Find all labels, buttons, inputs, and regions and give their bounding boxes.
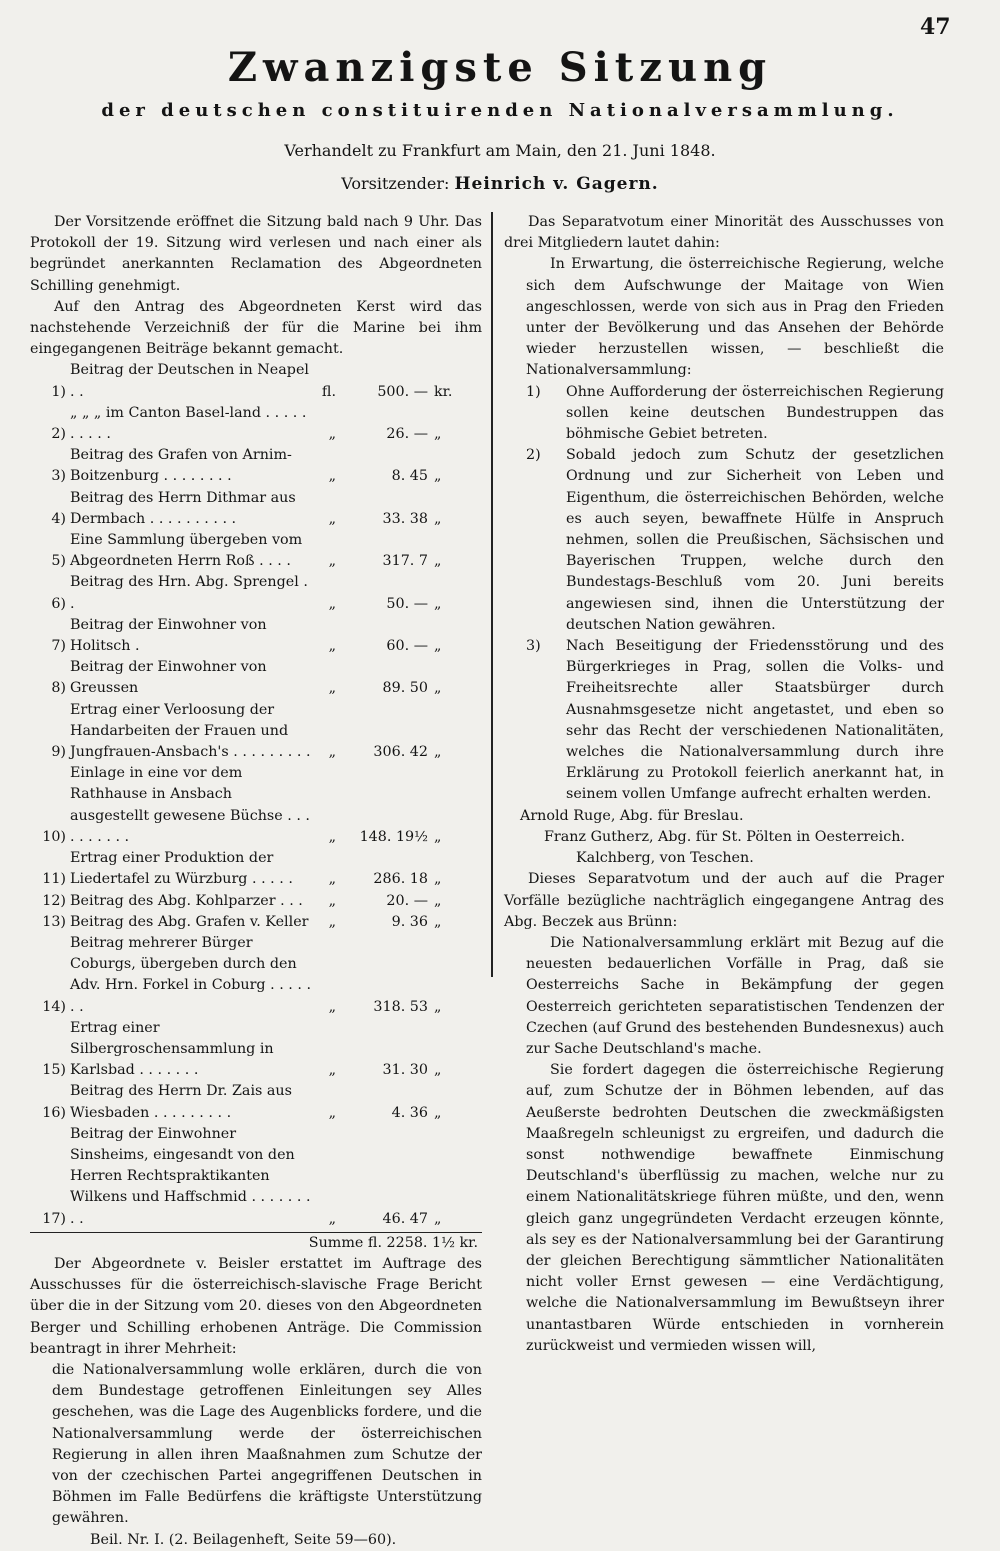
list-item [30, 530, 482, 572]
item-description: Beitrag mehrerer Bürger Coburgs, übergeben durch den Adv. Hrn. Forkel in Coburg . . . . . . . [70, 934, 312, 1015]
item-description: Beitrag des Abg. Kohlparzer . . . [70, 892, 303, 909]
item-number: 2) [51, 426, 66, 443]
item-unit: „ [328, 553, 336, 570]
item-amount: 60. — [386, 638, 428, 655]
right-column [504, 212, 944, 1357]
intro-paragraph: Der Vorsitzende eröffnet die Sitzung bald nach 9 Uhr. Das Protokoll der 19. Sitzung wird verlesen und nach einer als begründet anerkannten Reclamation des Abgeordneten Schilling genehmigt. [30, 214, 482, 294]
dateline: Verhandelt zu Frankfurt am Main, den 21. Juni 1848. [284, 141, 716, 160]
item-number: 4) [51, 510, 66, 527]
item-unit: „ [328, 913, 336, 930]
page-subtitle: der deutschen constituirenden Nationalversammlung. [101, 100, 899, 121]
list-item [30, 912, 482, 933]
item-currency: „ [434, 680, 442, 697]
item-currency: „ [434, 1104, 442, 1121]
contributions-intro: Auf den Antrag des Abgeordneten Kerst wird das nachstehende Verzeichniß der für die Marine bei ihm eingegangenen Beiträge bekannt gemacht. [30, 298, 482, 358]
item-number: 17) [42, 1210, 66, 1227]
item-currency: „ [434, 871, 442, 888]
item-amount: 89. 50 [382, 680, 428, 697]
minority-vote-text: In Erwartung, die österreichische Regierung, welche sich dem Aufschwunge der Maitage von Wien angeschlossen, werde von sich aus in Prag den Frieden unter der Bevölkerung und das Ansehen der Behörde wieder herzustellen wissen, — beschließt die Nationalversammlung: [526, 256, 944, 379]
item-currency: „ [434, 1210, 442, 1227]
second-motion-intro: Dieses Separatvotum und der auch auf die Prager Vorfälle bezügliche nachträglich eingegangene Antrag des Abg. Beczek aus Brünn: [504, 871, 944, 930]
item-description: Beitrag der Einwohner von Holitsch . [70, 616, 267, 655]
item-number: 9) [51, 744, 66, 761]
item-amount: 318. 53 [373, 998, 428, 1015]
declaration-text: Die Nationalversammlung erklärt mit Bezug auf die neuesten bedauerlichen Vorfälle in Prag, daß sie Oesterreichs Sache in Bekämpfung der gegen Oesterreich gerichteten separatistischen Tendenzen der Czechen (auf Grund des bestehenden Bundesnexus) auch zur Sache Deutschland's mache. [526, 934, 944, 1057]
item-currency: „ [434, 1062, 442, 1079]
item-description: Einlage in eine vor dem Rathhause in Ansbach ausgestellt gewesene Büchse . . . . . . . . . . [70, 765, 310, 845]
report-paragraph: Der Abgeordnete v. Beisler erstattet im Auftrage des Ausschusses für die österreichisch-slavische Frage Bericht über die in der Sitzung vom 20. dieses von den Abgeordneten Berger und Schilling erhobenen Anträge. Die Commission beantragt in ihrer Mehrheit: [30, 1255, 482, 1357]
item-number: 5) [51, 553, 66, 570]
item-number: 15) [42, 1062, 66, 1079]
list-item [30, 572, 482, 614]
item-amount: 26. — [386, 426, 428, 443]
item-number: 12) [42, 892, 66, 909]
item-currency: „ [434, 595, 442, 612]
chair-name: Heinrich v. Gagern. [454, 174, 659, 194]
chair-label: Vorsitzender: [341, 174, 450, 193]
list-item [30, 700, 482, 764]
item-amount: 317. 7 [382, 553, 428, 570]
item-currency: „ [434, 892, 442, 909]
item-description: Ertrag einer Verloosung der Handarbeiten der Frauen und Jungfrauen-Ansbach's . . . . . . . . . [70, 701, 311, 761]
item-currency: „ [434, 638, 442, 655]
item-number: 3) [51, 468, 66, 485]
column-divider [491, 212, 493, 977]
item-description: Beitrag des Herrn Dithmar aus Dermbach . . . . . . . . . . [70, 489, 296, 527]
item-number: 11) [42, 871, 66, 888]
item-number: 10) [42, 828, 66, 845]
list-item [526, 382, 944, 446]
list-item [30, 403, 482, 445]
list-item [30, 848, 482, 890]
item-description: Beitrag der Deutschen in Neapel . . [70, 362, 309, 400]
item-currency: „ [434, 828, 442, 845]
item-amount: 9. 36 [391, 913, 428, 930]
point-number: 3) [526, 638, 541, 655]
list-item [30, 360, 482, 402]
item-unit: „ [328, 1210, 336, 1227]
list-item [30, 763, 482, 848]
list-item [30, 891, 482, 912]
item-amount: 306. 42 [373, 744, 428, 761]
signature-kalchberg: Kalchberg, von Teschen. [576, 850, 754, 867]
item-amount: 148. 19½ [359, 828, 428, 845]
chair-line [0, 174, 1000, 194]
list-item [30, 1018, 482, 1082]
list-item [30, 615, 482, 657]
item-currency: „ [434, 468, 442, 485]
point-text: Sobald jedoch zum Schutz der gesetzlichen Ordnung und zur Sicherheit von Leben und Eigenthum, die österreichischen Behörden, welche es auch seyen, bewaffnete Hülfe in Anspruch nehmen, sollen die Preußischen, Sächsischen und Bayerischen Truppen, welche durch den Bundestags-Beschluß vom 20. Juni bereits angewiesen sind, ihnen die Unterstützung der deutschen Nation gewähren. [566, 447, 944, 633]
page-number: 47 [920, 14, 951, 40]
list-item [30, 488, 482, 530]
minority-vote-intro: Das Separatvotum einer Minorität des Ausschusses von drei Mitgliedern lautet dahin: [504, 214, 944, 252]
item-amount: 500. — [377, 383, 428, 400]
contribution-list [30, 360, 482, 1229]
item-currency: „ [434, 913, 442, 930]
item-unit: „ [328, 638, 336, 655]
item-description: Beitrag des Herrn Dr. Zais aus Wiesbaden . . . . . . . . . [70, 1083, 292, 1121]
list-item [30, 933, 482, 1018]
item-amount: 20. — [386, 892, 428, 909]
list-item [30, 1124, 482, 1230]
commission-motion: die Nationalversammlung wolle erklären, durch die von dem Bundestage getroffenen Einleitungen sey Alles geschehen, was die Lage des Augenblicks fordere, und die Nationalversammlung werde der österreichischen Regierung in allen ihren Maaßnahmen zum Schutze der von der czechischen Partei angegriffenen Deutschen in Böhmen im Falle Bedürfens die kräftigste Unterstützung gewähren. [52, 1361, 482, 1527]
item-number: 1) [51, 383, 66, 400]
item-number: 13) [42, 913, 66, 930]
item-description: Ertrag einer Produktion der Liedertafel zu Würzburg . . . . . [70, 850, 293, 888]
item-unit: „ [328, 595, 336, 612]
list-item [30, 657, 482, 699]
item-amount: 46. 47 [382, 1210, 428, 1227]
item-number: 7) [51, 638, 66, 655]
item-unit: „ [328, 1062, 336, 1079]
point-text: Ohne Aufforderung der österreichischen Regierung sollen keine deutschen Bundestruppen das böhmische Gebiet betreten. [566, 383, 944, 443]
item-currency: kr. [434, 383, 453, 400]
item-description: Beitrag des Hrn. Abg. Sprengel . . [70, 574, 308, 612]
supplement-reference: Beil. Nr. I. (2. Beilagenheft, Seite 59—60). [90, 1531, 397, 1548]
point-number: 1) [526, 383, 541, 400]
item-amount: 31. 30 [382, 1062, 428, 1079]
item-currency: „ [434, 998, 442, 1015]
item-unit: „ [328, 892, 336, 909]
item-unit: „ [328, 744, 336, 761]
item-description: Beitrag des Grafen von Arnim-Boitzenburg . . . . . . . . [70, 447, 292, 485]
list-item [30, 1081, 482, 1123]
item-number: 8) [51, 680, 66, 697]
item-unit: „ [328, 1104, 336, 1121]
item-currency: „ [434, 744, 442, 761]
item-amount: 50. — [386, 595, 428, 612]
page-title: Zwanzigste Sitzung [227, 44, 773, 91]
signature-gutherz: Franz Gutherz, Abg. für St. Pölten in Oesterreich. [544, 828, 905, 845]
item-unit: „ [328, 510, 336, 527]
item-number: 16) [42, 1104, 66, 1121]
item-description: „ „ „ im Canton Basel-land . . . . . . . . . . [70, 404, 307, 443]
list-item [526, 445, 944, 636]
demand-text: Sie fordert dagegen die österreichische Regierung auf, zum Schutze der in Böhmen lebenden, auf das Aeußerste bedrohten Deutschen die zweckmäßigsten Maaßregeln schleunigst zu ergreifen, und dadurch die sonst nothwendige bewaffnete Einmischung Deutschland's überflüssig zu machen, welche nur zu einem Nationalitätskriege führen müßte, und den, wenn gleich ganz ungegründeten Verdacht erzeugen könnte, als sey es der Nationalversammlung bei der Garantirung der gleichen Berechtigung sämmtlicher Nationalitäten nicht voller Ernst gewesen — eine Verdächtigung, welche die Nationalversammlung im Bewußtseyn ihrer unantastbaren Würde entschieden in vornherein zurückweist und vermieden wissen will, [526, 1062, 944, 1354]
point-number: 2) [526, 447, 541, 464]
left-column [30, 212, 482, 1551]
item-unit: „ [328, 871, 336, 888]
minority-vote-points [504, 382, 944, 806]
item-description: Beitrag der Einwohner Sinsheims, eingesandt von den Herren Rechtspraktikanten Wilkens und Haffschmid . . . . . . . . . [70, 1125, 311, 1227]
item-number: 6) [51, 595, 66, 612]
item-unit: „ [328, 468, 336, 485]
item-amount: 286. 18 [373, 871, 428, 888]
item-currency: „ [434, 510, 442, 527]
item-description: Beitrag des Abg. Grafen v. Keller [70, 913, 309, 930]
item-amount: 4. 36 [391, 1104, 428, 1121]
item-currency: „ [434, 426, 442, 443]
list-item [30, 445, 482, 487]
item-unit: „ [328, 680, 336, 697]
signature-ruge: Arnold Ruge, Abg. für Breslau. [520, 807, 744, 824]
sum-total: Summe fl. 2258. 1½ kr. [308, 1234, 478, 1251]
point-text: Nach Beseitigung der Friedensstörung und des Bürgerkrieges in Prag, sollen die Volks- und Freiheitsrechte aller Staatsbürger durch Ausnahmsgesetze nicht angetastet, und eben so sehr das Recht der verschiedenen Nationalitäten, welches die Nationalversammlung durch ihre Erklärung zu Protokoll feierlich anerkannt hat, in seinem vollen Umfange aufrecht erhalten werden. [566, 638, 944, 803]
item-number: 14) [42, 998, 66, 1015]
item-currency: „ [434, 553, 442, 570]
list-item [526, 636, 944, 806]
item-unit: fl. [321, 383, 336, 400]
item-description: Eine Sammlung übergeben vom Abgeordneten Herrn Roß . . . . [70, 532, 303, 570]
item-amount: 33. 38 [382, 510, 428, 527]
item-unit: „ [328, 998, 336, 1015]
item-unit: „ [328, 426, 336, 443]
item-unit: „ [328, 828, 336, 845]
item-amount: 8. 45 [391, 468, 428, 485]
item-description: Beitrag der Einwohner von Greussen [70, 659, 267, 697]
item-description: Ertrag einer Silbergroschensammlung in Karlsbad . . . . . . . [70, 1019, 274, 1079]
